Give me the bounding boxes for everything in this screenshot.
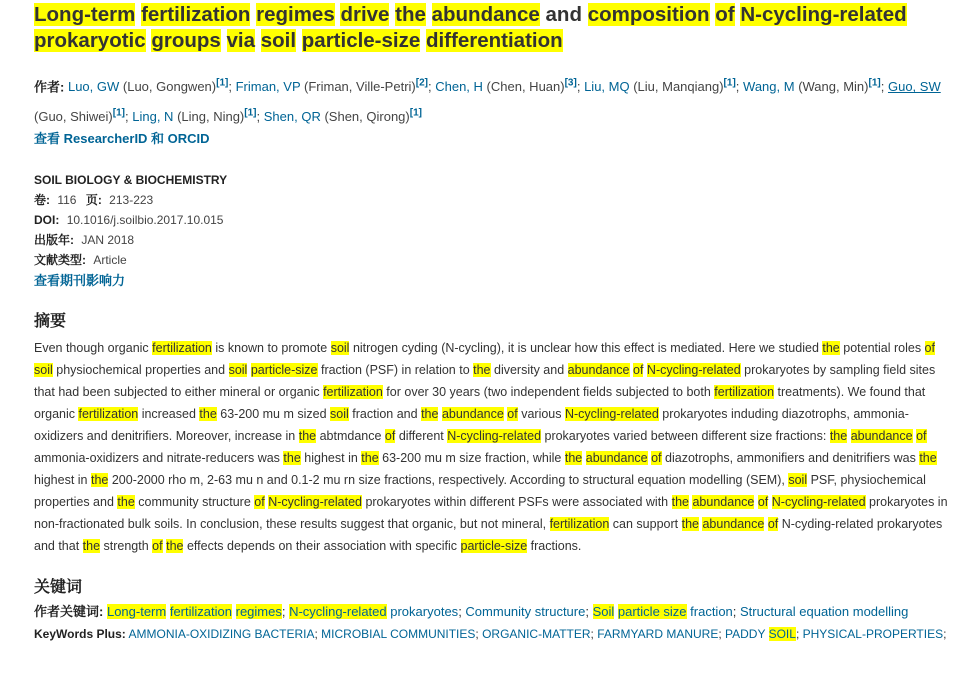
title-word: via bbox=[226, 29, 256, 52]
abstract-segment: can support bbox=[609, 516, 682, 531]
abstract-segment: 63-200 mu m size fraction, while bbox=[378, 450, 565, 465]
abstract-segment: highest in bbox=[300, 450, 362, 465]
author-link[interactable]: Ling, N bbox=[132, 108, 174, 124]
abstract-segment: potential roles bbox=[839, 340, 925, 355]
title-word: differentiation bbox=[425, 29, 563, 52]
affiliation-link[interactable]: [1] bbox=[409, 107, 422, 119]
abstract-segment: Even though organic bbox=[34, 340, 153, 355]
keyword-plus-link[interactable] bbox=[321, 627, 475, 641]
author-link[interactable]: Liu, MQ bbox=[584, 79, 630, 95]
abstract-segment: 63-200 mu m sized bbox=[216, 406, 331, 421]
author-link[interactable]: Shen, QR bbox=[263, 108, 321, 124]
keyword-segment: fraction bbox=[686, 603, 733, 619]
abstract-segment: community structure bbox=[134, 494, 255, 509]
highlighted-term: fertilization bbox=[152, 340, 212, 355]
pubyear-value: JAN 2018 bbox=[81, 232, 135, 247]
keyword-separator: ; bbox=[475, 626, 483, 641]
highlighted-term: N-cycling-related bbox=[447, 428, 542, 443]
keyword-plus-link[interactable] bbox=[725, 627, 796, 641]
abstract-segment: nitrogen cyding (N-cycling), it is unclear how this effect is mediated. Here we studied bbox=[349, 340, 823, 355]
keyword-segment: ORGANIC-MATTER bbox=[482, 626, 591, 641]
abstract-segment: is known to promote bbox=[211, 340, 331, 355]
keyword-segment: Structural equation modelling bbox=[740, 603, 909, 619]
author-fullname: (Luo, Gongwen) bbox=[122, 79, 217, 95]
affiliation-link[interactable]: [1] bbox=[723, 78, 736, 89]
keyword-separator: ; bbox=[795, 626, 803, 641]
abstract-segment: effects depends on their association with specific bbox=[183, 538, 461, 553]
highlighted-term: of bbox=[924, 340, 935, 355]
author-separator: ; bbox=[576, 79, 581, 95]
highlighted-term: of bbox=[507, 406, 518, 421]
author-link[interactable]: Friman, VP bbox=[235, 79, 301, 95]
highlighted-term: N-cycling-related bbox=[646, 362, 741, 377]
author-fullname: (Guo, Shiwei) bbox=[34, 108, 113, 124]
title-word: regimes bbox=[256, 3, 335, 26]
abstract-segment: various bbox=[517, 406, 565, 421]
highlighted-term: the bbox=[681, 516, 699, 531]
highlighted-term: N-cycling-related bbox=[564, 406, 659, 421]
journal-name: SOIL BIOLOGY & BIOCHEMISTRY bbox=[34, 172, 228, 187]
abstract-segment: fraction and bbox=[348, 406, 422, 421]
highlighted-term: abundance bbox=[702, 516, 765, 531]
author-keywords-list bbox=[107, 604, 908, 619]
highlighted-term: of bbox=[152, 538, 163, 553]
author-separator: ; bbox=[228, 79, 232, 95]
abstract-text bbox=[34, 337, 949, 557]
doi-value: 10.1016/j.soilbio.2017.10.015 bbox=[66, 212, 224, 227]
highlighted-term: N-cycling-related bbox=[268, 494, 362, 509]
abstract-segment: strength bbox=[100, 538, 153, 553]
keyword-segment: FARMYARD MANURE bbox=[597, 626, 719, 641]
title-word: abundance bbox=[431, 3, 540, 26]
author-separator: ; bbox=[124, 108, 129, 124]
volume-value: 116 bbox=[57, 192, 77, 207]
author-separator: ; bbox=[735, 79, 740, 95]
highlighted-term: of bbox=[757, 494, 769, 509]
record-page bbox=[34, 0, 949, 645]
highlighted-term: of bbox=[916, 428, 927, 443]
keyword-segment: PHYSICAL-PROPERTIES bbox=[802, 626, 944, 641]
keyword-plus-link[interactable] bbox=[597, 627, 718, 641]
abstract-segment: prokaryotes in non-fractionated bulk soils. In conclusion, these results suggest that organic, but not mineral, bbox=[34, 494, 948, 531]
abstract-segment: increased bbox=[138, 406, 200, 421]
highlighted-term: N-cycling-related bbox=[771, 494, 866, 509]
highlighted-term: soil bbox=[330, 340, 350, 355]
keyword-segment: MICROBIAL COMMUNITIES bbox=[321, 626, 476, 641]
highlighted-term: of bbox=[651, 450, 662, 465]
author-keyword-link[interactable] bbox=[593, 604, 733, 619]
abstract-segment: fractions. bbox=[527, 538, 582, 553]
author-keywords-row bbox=[34, 601, 949, 623]
affiliation-link[interactable]: [1] bbox=[216, 78, 229, 89]
highlighted-term: of bbox=[384, 428, 396, 443]
highlighted-term: the bbox=[822, 340, 840, 355]
keywords-plus-list bbox=[128, 627, 946, 641]
keyword-segment: AMMONIA-OXIDIZING BACTERIA bbox=[128, 626, 315, 641]
author-keyword-link[interactable] bbox=[289, 604, 458, 619]
doi-row bbox=[34, 210, 949, 230]
author-separator: ; bbox=[256, 108, 261, 124]
highlighted-term: of bbox=[633, 362, 644, 377]
author-separator: ; bbox=[427, 79, 432, 95]
abstract-segment: ammonia-oxidizers and nitrate-reducers was bbox=[34, 450, 284, 465]
keyword-separator: ; bbox=[718, 626, 725, 641]
title-word: N-cycling-related bbox=[740, 3, 907, 26]
highlighted-term: soil bbox=[34, 362, 53, 377]
doctype-value: Article bbox=[93, 252, 127, 267]
journal-impact-link[interactable]: 查看期刊影响力 bbox=[34, 272, 126, 288]
keyword-segment: PADDY bbox=[725, 626, 769, 641]
highlighted-term: the bbox=[564, 450, 583, 465]
keywords-heading: 关键词 bbox=[34, 578, 83, 596]
highlighted-term: the bbox=[166, 538, 184, 553]
title-word: the bbox=[395, 3, 426, 26]
abstract-segment: abtmdance bbox=[316, 428, 385, 443]
keyword-segment: regimes bbox=[235, 603, 282, 619]
keyword-segment: fertilization bbox=[169, 603, 232, 619]
doi-label: DOI: bbox=[34, 212, 60, 227]
highlighted-term: the bbox=[919, 450, 937, 465]
affiliation-link[interactable]: [1] bbox=[112, 107, 125, 119]
author-separator: ; bbox=[880, 79, 885, 95]
author-keywords-label: 作者关键词: bbox=[34, 603, 104, 619]
abstract-segment: PSF, physiochemical properties and bbox=[34, 472, 926, 509]
authors-label: 作者: bbox=[34, 79, 65, 95]
highlighted-term: soil bbox=[228, 362, 248, 377]
keyword-segment: Long-term bbox=[106, 603, 167, 619]
author-link[interactable]: Guo, SW bbox=[887, 79, 941, 95]
abstract-segment: N-cyding-related prokaryotes and that bbox=[34, 516, 943, 553]
highlighted-term: abundance bbox=[441, 406, 504, 421]
title-word: groups bbox=[151, 29, 221, 52]
highlighted-term: the bbox=[82, 538, 101, 553]
author-fullname: (Chen, Huan) bbox=[486, 79, 565, 95]
keyword-segment: N-cycling-related bbox=[289, 603, 387, 619]
keyword-separator: ; bbox=[585, 603, 593, 619]
highlighted-term: fertilization bbox=[549, 516, 610, 531]
keyword-segment: particle size bbox=[617, 603, 687, 619]
volume-label: 卷: bbox=[34, 192, 50, 207]
authors-line bbox=[34, 71, 949, 130]
affiliation-link[interactable]: [1] bbox=[244, 107, 257, 119]
title-word: fertilization bbox=[141, 3, 251, 26]
highlighted-term: the bbox=[671, 494, 689, 509]
highlighted-term: the bbox=[90, 472, 109, 487]
title-word: Long-term bbox=[34, 3, 136, 26]
highlighted-term: the bbox=[421, 406, 439, 421]
abstract-heading: 摘要 bbox=[34, 312, 67, 330]
keyword-plus-link[interactable] bbox=[482, 627, 590, 641]
pages-value: 213-223 bbox=[109, 192, 154, 207]
abstract-segment: 200-2000 rho m, 2-63 mu n and 0.1-2 mu rn size fractions, respectively. According to structural equation modelling (SEM), bbox=[108, 472, 789, 487]
highlighted-term: particle-size bbox=[460, 538, 528, 553]
keywords-plus-label: KeyWords Plus: bbox=[34, 626, 126, 641]
highlighted-term: the bbox=[298, 428, 317, 443]
author-fullname: (Ling, Ning) bbox=[177, 108, 245, 124]
pubyear-label: 出版年: bbox=[34, 232, 74, 247]
title-word: drive bbox=[340, 3, 390, 26]
abstract-segment: highest in bbox=[34, 472, 91, 487]
highlighted-term: the bbox=[361, 450, 379, 465]
affiliation-link[interactable]: [1] bbox=[868, 78, 881, 89]
title-word: particle-size bbox=[301, 29, 421, 52]
author-list bbox=[34, 79, 941, 123]
record-title bbox=[34, 0, 949, 54]
highlighted-term: fertilization bbox=[714, 384, 775, 399]
keyword-separator: ; bbox=[314, 626, 322, 641]
author-keyword-link[interactable] bbox=[465, 604, 585, 619]
keyword-separator: ; bbox=[458, 603, 466, 619]
keyword-separator: ; bbox=[732, 603, 741, 619]
abstract-segment: prokaryotes by sampling field sites that had been subjected to either mineral or organic bbox=[34, 362, 936, 399]
pages-label: 页: bbox=[85, 192, 102, 207]
author-fullname: (Liu, Manqiang) bbox=[633, 79, 724, 95]
author-fullname: (Friman, Ville-Petri) bbox=[304, 79, 416, 95]
keyword-plus-link[interactable] bbox=[128, 627, 314, 641]
affiliation-link[interactable]: [2] bbox=[415, 78, 428, 89]
keyword-separator: ; bbox=[281, 603, 290, 619]
highlighted-term: abundance bbox=[850, 428, 913, 443]
doctype-row bbox=[34, 250, 949, 270]
abstract-segment: prokaryotes varied between different size fractions: bbox=[541, 428, 830, 443]
abstract-segment: treatments). We found that organic bbox=[34, 384, 926, 421]
highlighted-term: fertilization bbox=[323, 384, 383, 399]
keyword-segment: SOIL bbox=[768, 626, 796, 641]
highlighted-term: the bbox=[199, 406, 217, 421]
author-keyword-link[interactable] bbox=[107, 604, 282, 619]
author-fullname: (Shen, Qirong) bbox=[324, 108, 410, 124]
author-fullname: (Wang, Min) bbox=[798, 79, 869, 95]
author-link[interactable]: Luo, GW bbox=[67, 79, 120, 95]
keyword-segment: Soil bbox=[592, 603, 615, 619]
abstract-segment: prokaryotes induding diazotrophs, ammonia-oxidizers and denitrifiers. Moreover, increase in bbox=[34, 406, 909, 443]
keyword-plus-link[interactable] bbox=[803, 627, 943, 641]
author-keyword-link[interactable] bbox=[740, 604, 908, 619]
keyword-separator: ; bbox=[943, 626, 947, 641]
highlighted-term: soil bbox=[330, 406, 349, 421]
doctype-label: 文献类型: bbox=[34, 252, 86, 267]
title-word: of bbox=[715, 3, 735, 26]
abstract-segment: different bbox=[395, 428, 448, 443]
highlighted-term: abundance bbox=[692, 494, 755, 509]
highlighted-term: particle-size bbox=[250, 362, 318, 377]
highlighted-term: fertilization bbox=[78, 406, 139, 421]
highlighted-term: the bbox=[473, 362, 491, 377]
title-word: soil bbox=[260, 29, 297, 52]
keywords-plus-row bbox=[34, 623, 949, 645]
highlighted-term: of bbox=[767, 516, 779, 531]
pubyear-row bbox=[34, 230, 949, 250]
abstract-segment: physiochemical properties and bbox=[52, 362, 229, 377]
author-link[interactable]: Chen, H bbox=[435, 79, 483, 95]
title-word: composition bbox=[587, 3, 710, 26]
affiliation-link[interactable]: [3] bbox=[564, 78, 577, 89]
keyword-separator: ; bbox=[590, 626, 598, 641]
author-link[interactable]: Wang, M bbox=[743, 79, 795, 95]
title-word: prokaryotic bbox=[34, 29, 146, 52]
highlighted-term: the bbox=[283, 450, 301, 465]
abstract-segment: for over 30 years (two independent fields subjected to both bbox=[382, 384, 715, 399]
highlighted-term: the bbox=[117, 494, 135, 509]
abstract-segment: fraction (PSF) in relation to bbox=[317, 362, 474, 377]
highlighted-term: the bbox=[829, 428, 848, 443]
highlighted-term: soil bbox=[788, 472, 808, 487]
researcher-id-link[interactable]: 查看 ResearcherID 和 ORCID bbox=[34, 130, 210, 146]
abstract-segment: prokaryotes within different PSFs were associated with bbox=[361, 494, 672, 509]
highlighted-term: abundance bbox=[567, 362, 630, 377]
abstract-segment: diversity and bbox=[490, 362, 568, 377]
title-word: and bbox=[545, 3, 582, 26]
highlighted-term: of bbox=[254, 494, 265, 509]
highlighted-term: abundance bbox=[585, 450, 648, 465]
abstract-segment: diazotrophs, ammonifiers and denitrifiers was bbox=[661, 450, 920, 465]
keyword-segment: prokaryotes bbox=[386, 603, 459, 619]
keyword-segment: Community structure bbox=[465, 603, 586, 619]
volume-pages bbox=[34, 190, 949, 210]
